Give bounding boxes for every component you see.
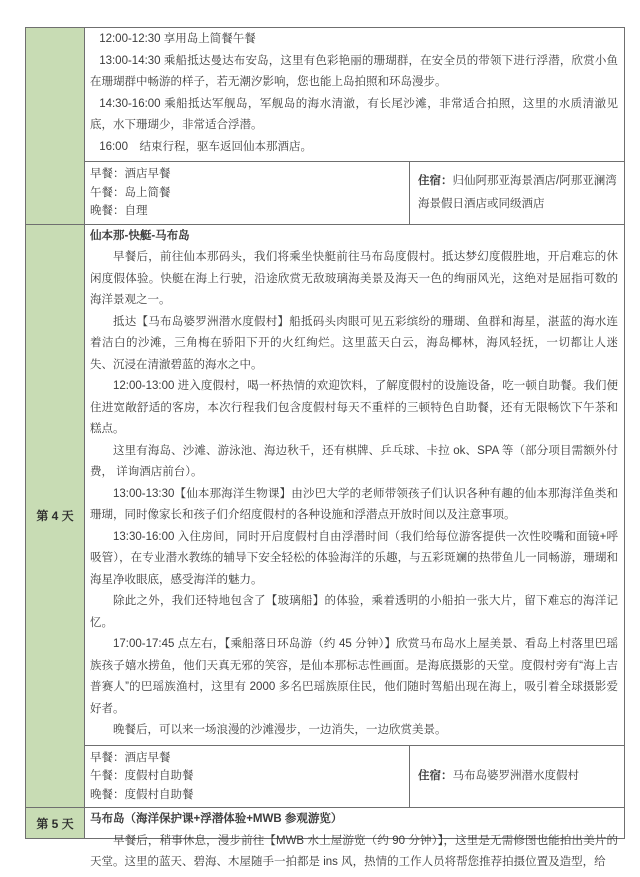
itinerary-paragraph: 抵达【马布岛婆罗洲潜水度假村】船抵码头肉眼可见五彩缤纷的珊瑚、鱼群和海星，湛蓝的海水连着洁白的沙滩，三角梅在骄阳下开的火红绚烂。这里蓝天白云，海岛椰林，海风轻抚，一切都让人迷失、沉浸在清澈碧蓝的海水之中。 — [90, 315, 618, 371]
itinerary-title: 仙本那-快艇-马布岛 — [90, 229, 190, 242]
meal-dinner: 晚餐：自理 — [90, 205, 148, 217]
itinerary-paragraph: 13:00-14:30 乘船抵达曼达布安岛，这里有色彩艳丽的珊瑚群，在安全员的带领下进行浮潜，欣赏小鱼在珊瑚群中畅游的样子，若无潮汐影响，您也能上岛拍照和环岛漫步。 — [90, 54, 618, 88]
day-row-4 — [26, 224, 624, 808]
day-content-cell — [85, 28, 624, 224]
lodging-label: 住宿： — [418, 770, 453, 782]
itinerary-paragraph: 晚餐后，可以来一场浪漫的沙滩漫步，一边消失，一边欣赏美景。 — [113, 724, 447, 736]
itinerary-title: 马布岛（海洋保护课+浮潜体验+MWB 参观游览） — [90, 813, 343, 825]
itinerary-cell — [85, 808, 624, 877]
itinerary-paragraph: 除此之外，我们还特地包含了【玻璃船】的体验，乘着透明的小船拍一张大片，留下难忘的海洋记忆。 — [90, 595, 618, 629]
day-content-cell — [85, 225, 624, 808]
lodging-text — [418, 170, 618, 215]
meal-breakfast: 早餐：酒店早餐 — [90, 751, 171, 764]
meals-row — [85, 161, 624, 224]
day-label: 第 5 天 — [36, 816, 74, 831]
day-row-5 — [26, 807, 624, 868]
itinerary-paragraph: 13:00-13:30【仙本那海洋生物课】由沙巴大学的老师带领孩子们认识各种有趣的仙本那海洋鱼类和珊瑚，同时像家长和孩子们介绍度假村的各种设施和浮潜点开放时间以及注意事项。 — [90, 487, 618, 521]
itinerary-paragraph: 12:00-12:30 享用岛上简餐午餐 — [99, 33, 256, 45]
day-content-cell — [85, 808, 624, 868]
meals-row — [85, 745, 624, 808]
meals-cell — [85, 746, 409, 808]
itinerary-paragraph: 早餐后，前往仙本那码头，我们将乘坐快艇前往马布岛度假村。抵达梦幻度假胜地，开启难忘的休闲度假体验。快艇在海上行驶，沿途欣赏无敌玻璃海美景及海天一色的绚丽风光，这绝对是屈指可数的海洋景观之一。 — [90, 251, 618, 306]
itinerary-paragraph: 17:00-17:45 点左右，【乘船落日环岛游（约 45 分钟）】欣赏马布岛水上屋美景、看岛上村落里巴瑶族孩子嬉水捞鱼，他们天真无邪的笑容，是仙本那标志性画面。是海底摄影的天堂。度假村旁有“海上吉普赛人”的巴瑶族渔村，这里有 2000 多名巴瑶族原住民，他们随时驾船出现在海上，吸引着全球摄影爱好者。 — [90, 638, 618, 715]
itinerary-paragraph: 13:30-16:00 入住房间，同时开启度假村自由浮潜时间（我们给每位游客提供一次性咬嘴和面镜+呼吸管），在专业潜水教练的辅导下安全轻松的体验海洋的乐趣，与五彩斑斓的热带鱼儿一同畅游，珊瑚和海星净收眼底，感受海洋的魅力。 — [90, 530, 618, 586]
meal-dinner: 晚餐：度假村自助餐 — [90, 788, 194, 801]
lodging-text — [418, 765, 579, 788]
itinerary-cell — [85, 28, 624, 161]
lodging-label: 住宿： — [418, 175, 453, 188]
lodging-cell — [409, 746, 624, 808]
itinerary-paragraph: 这里有海岛、沙滩、游泳池、海边秋千，还有棋牌、乒乓球、卡拉 ok、SPA 等（部分项目需额外付费， 详询酒店前台）。 — [90, 444, 618, 478]
day-label-cell — [26, 28, 85, 224]
meal-lunch: 午餐：度假村自助餐 — [90, 770, 194, 782]
day-label-cell — [26, 808, 85, 838]
itinerary-cell — [85, 225, 624, 745]
day-label: 第 4 天 — [36, 509, 74, 524]
meals-cell — [85, 162, 409, 224]
itinerary-paragraph: 14:30-16:00 乘船抵达军舰岛，军舰岛的海水清澈，有长尾沙滩，非常适合拍照，这里的水质清澈见底，水下珊瑚少，非常适合浮潜。 — [90, 97, 618, 131]
lodging-cell — [409, 162, 624, 224]
meal-breakfast: 早餐：酒店早餐 — [90, 168, 171, 180]
meal-lunch: 午餐：岛上简餐 — [90, 186, 171, 199]
itinerary-paragraph: 16:00 结束行程，驱车返回仙本那酒店。 — [99, 140, 312, 153]
itinerary-paragraph: 12:00-13:00 进入度假村，喝一杯热情的欢迎饮料，了解度假村的设施设备，吃一顿自助餐。我们便住进宽敞舒适的客房，本次行程我们包含度假村每天不重样的三顿特色自助餐，还有无限畅饮下午茶和糕点。 — [90, 380, 618, 435]
day-label-cell — [26, 225, 85, 808]
itinerary-table — [25, 27, 625, 868]
itinerary-paragraph: 早餐后，稍事休息，漫步前往【MWB 水上屋游览（约 90 分钟）】，这里是无需修图也能拍出美片的天堂。这里的蓝天、碧海、木屋随手一拍都是 ins 风，热情的工作人员将帮您推荐拍摄位置及造型，给 — [90, 834, 618, 868]
lodging-value: 归仙阿那亚海景酒店/阿那亚澜湾海景假日酒店或同级酒店 — [418, 175, 617, 210]
lodging-value: 马布岛婆罗洲潜水度假村 — [452, 770, 579, 782]
day-row-3 — [26, 28, 624, 224]
